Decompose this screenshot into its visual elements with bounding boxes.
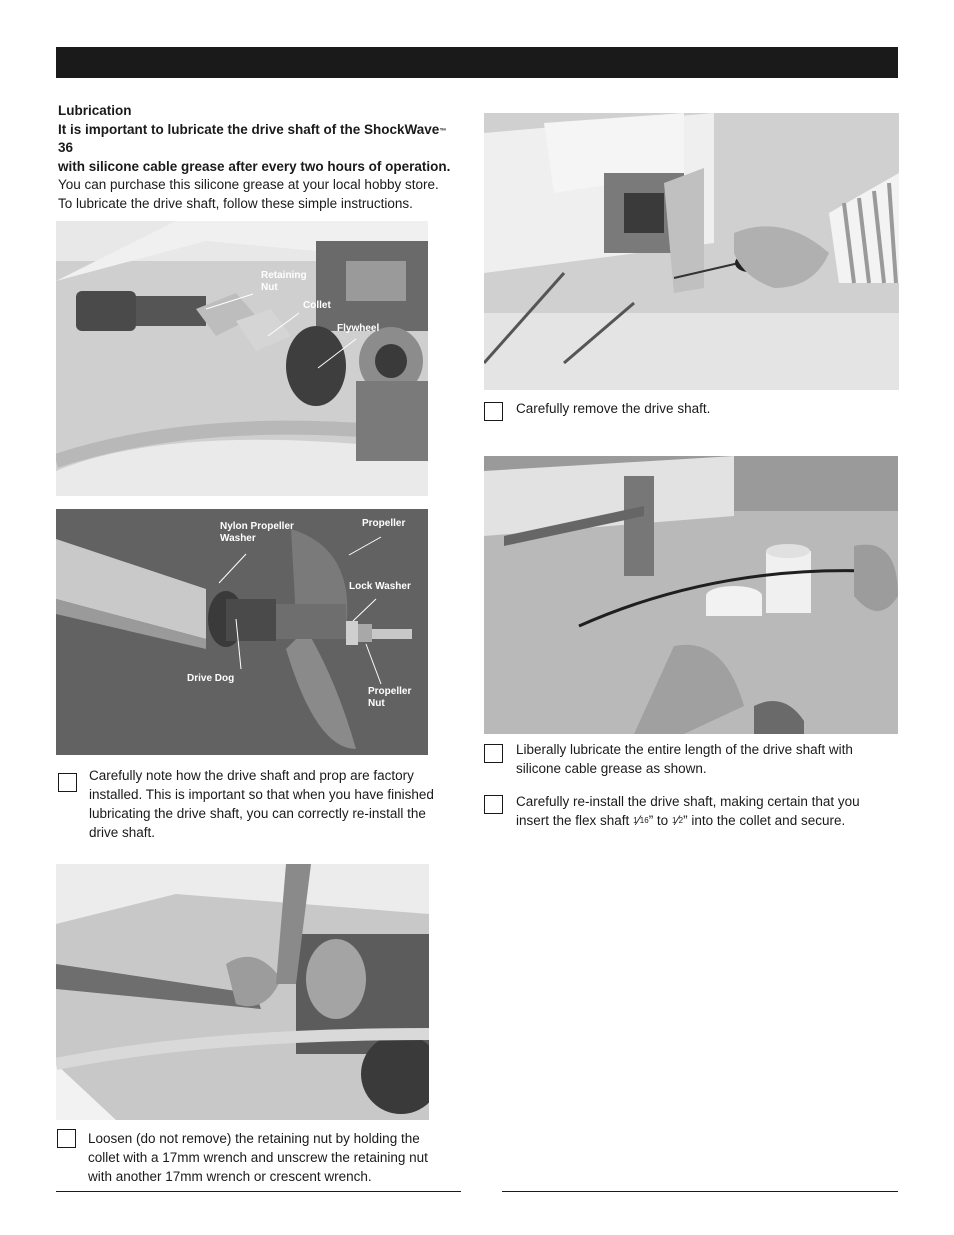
photo-wrenches <box>56 864 429 1120</box>
header-bar <box>56 47 898 78</box>
step-loosen: Loosen (do not remove) the retaining nut by holding the collet with a 17mm wrench and unscrew the retaining nut with another 17mm wrench or crescent wrench. <box>88 1131 428 1184</box>
footer-rule-left <box>56 1191 461 1192</box>
callout-collet: Collet <box>303 300 331 311</box>
callout-lock-washer: Lock Washer <box>349 581 411 592</box>
step-lubricate: Liberally lubricate the entire length of the drive shaft with silicone cable grease as shown. <box>516 742 853 776</box>
intro-bold-line-2: with silicone cable grease after every two hours of operation. <box>58 158 451 174</box>
step-remove: Carefully remove the drive shaft. <box>516 401 711 416</box>
callout-propeller: Propeller <box>362 518 406 529</box>
intro-bold-line-1: It is important to lubricate the drive shaft of the ShockWave™ 36 <box>58 121 447 155</box>
callout-retaining-nut: Retaining Nut <box>261 270 307 293</box>
photo-remove-shaft <box>484 113 899 390</box>
callout-nylon-washer: Nylon Propeller Washer <box>220 521 294 544</box>
intro-section <box>58 102 458 213</box>
checkbox-note-install[interactable] <box>58 773 77 792</box>
checkbox-lubricate[interactable] <box>484 744 503 763</box>
checkbox-reinstall[interactable] <box>484 795 503 814</box>
footer-rule-right <box>502 1191 898 1192</box>
step-reinstall: Carefully re-install the drive shaft, making certain that you insert the flex shaft $^1$⁄16” to $^1$⁄2” into the collet and secure. <box>516 794 860 828</box>
intro-line-3: You can purchase this silicone grease at your local hobby store. <box>58 177 439 192</box>
photo-engine-collet <box>56 221 428 496</box>
callout-flywheel: Flywheel <box>337 323 380 334</box>
photo-propeller-assembly <box>56 509 428 755</box>
callout-propeller-nut: Propeller Nut <box>368 686 412 709</box>
section-heading: Lubrication <box>58 103 132 118</box>
step-note-install: Carefully note how the drive shaft and prop are factory installed. This is important so that when you have finished lubricating the drive shaft, you can correctly re-install the drive shaft. <box>89 768 434 840</box>
photo-lubricate-shaft <box>484 456 898 734</box>
checkbox-loosen[interactable] <box>57 1129 76 1148</box>
callout-drive-dog: Drive Dog <box>187 673 235 684</box>
intro-line-4: To lubricate the drive shaft, follow these simple instructions. <box>58 195 413 211</box>
checkbox-remove[interactable] <box>484 402 503 421</box>
